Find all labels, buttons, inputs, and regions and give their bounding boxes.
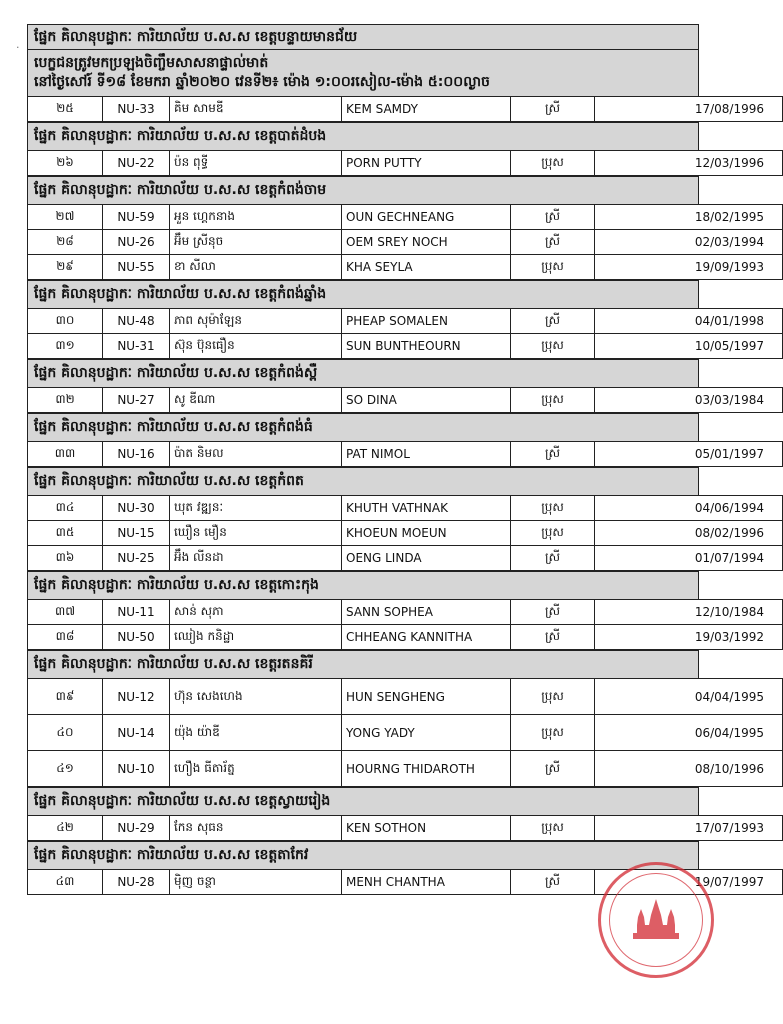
row-number: ៤៣	[28, 870, 103, 895]
date-of-birth: 10/05/1997	[595, 334, 783, 359]
latin-name: HUN SENGHENG	[342, 679, 511, 715]
khmer-name: ហឿង ធីតារ័ត្ន	[170, 751, 342, 787]
date-of-birth: 19/09/1993	[595, 255, 783, 280]
khmer-name: សាន់ សុភា	[170, 600, 342, 625]
candidate-table	[27, 599, 783, 650]
section-header: ផ្នែក គិលានុបដ្ឋាកៈ ការិយាល័យ ប.ស.ស ខេត្តកំពង់ចាម	[27, 176, 699, 204]
official-seal	[598, 862, 714, 978]
latin-name: KHUTH VATHNAK	[342, 496, 511, 521]
candidate-code: NU-29	[103, 816, 170, 841]
khmer-name: ឃុត វឌ្ឍនៈ	[170, 496, 342, 521]
khmer-name: សូ ឌីណា	[170, 388, 342, 413]
khmer-name: អួន ហ្គេកនាង	[170, 205, 342, 230]
candidate-code: NU-30	[103, 496, 170, 521]
gender: ស្រី	[511, 309, 595, 334]
gender: ស្រី	[511, 870, 595, 895]
section-header: ផ្នែក គិលានុបដ្ឋាកៈ ការិយាល័យ ប.ស.ស ខេត្តកំពង់ឆ្នាំង	[27, 280, 699, 308]
section-header: ផ្នែក គិលានុបដ្ឋាកៈ ការិយាល័យ ប.ស.ស ខេត្តស្វាយរៀង	[27, 787, 699, 815]
latin-name: KHOEUN MOEUN	[342, 521, 511, 546]
gender: ស្រី	[511, 625, 595, 650]
khmer-name: គិម សាមឌី	[170, 97, 342, 122]
gender: ប្រុស	[511, 255, 595, 280]
candidate-code: NU-15	[103, 521, 170, 546]
gender: ស្រី	[511, 546, 595, 571]
khmer-name: ប៉ន ពុទ្ធី	[170, 151, 342, 176]
candidate-code: NU-31	[103, 334, 170, 359]
khmer-name: ហ៊ុន សេងហេង	[170, 679, 342, 715]
table-row	[28, 521, 783, 546]
khmer-name: អ៊ឹង លីនដា	[170, 546, 342, 571]
top-section-title: ផ្នែក គិលានុបដ្ឋាកៈ ការិយាល័យ ប.ស.ស ខេត្តបន្ទាយមានជ័យ	[34, 29, 358, 45]
stray-mark: ·	[16, 41, 20, 54]
row-number: ៣៥	[28, 521, 103, 546]
latin-name: PAT NIMOL	[342, 442, 511, 467]
date-of-birth: 02/03/1994	[595, 230, 783, 255]
gender: ស្រី	[511, 205, 595, 230]
gender: ស្រី	[511, 442, 595, 467]
gender: ប្រុស	[511, 334, 595, 359]
table-row	[28, 309, 783, 334]
candidate-code: NU-27	[103, 388, 170, 413]
table-row	[28, 496, 783, 521]
gender: ស្រី	[511, 97, 595, 122]
candidate-code: NU-50	[103, 625, 170, 650]
candidate-code: NU-22	[103, 151, 170, 176]
khmer-name: ឈៀង កនិដ្ឋា	[170, 625, 342, 650]
candidate-code: NU-16	[103, 442, 170, 467]
date-of-birth: 08/02/1996	[595, 521, 783, 546]
gender: ស្រី	[511, 230, 595, 255]
table-row	[28, 230, 783, 255]
candidate-table	[27, 441, 783, 467]
latin-name: PORN PUTTY	[342, 151, 511, 176]
section-header: ផ្នែក គិលានុបដ្ឋាកៈ ការិយាល័យ ប.ស.ស ខេត្តកំពង់ស្ពឺ	[27, 359, 699, 387]
gender: ស្រី	[511, 751, 595, 787]
row-number: ២៩	[28, 255, 103, 280]
latin-name: OEM SREY NOCH	[342, 230, 511, 255]
section-header: ផ្នែក គិលានុបដ្ឋាកៈ ការិយាល័យ ប.ស.ស ខេត្តតាកែវ	[27, 841, 699, 869]
candidate-table	[27, 308, 783, 359]
row-number: ៤០	[28, 715, 103, 751]
date-of-birth: 01/07/1994	[595, 546, 783, 571]
row-number: ៣៦	[28, 546, 103, 571]
table-row	[28, 255, 783, 280]
table-row	[28, 751, 783, 787]
candidate-code: NU-33	[103, 97, 170, 122]
khmer-name: ស៊ុន ប៊ុនធឿន	[170, 334, 342, 359]
table-row	[28, 715, 783, 751]
row-number: ៣៣	[28, 442, 103, 467]
row-number: ៣៧	[28, 600, 103, 625]
section-header: ផ្នែក គិលានុបដ្ឋាកៈ ការិយាល័យ ប.ស.ស ខេត្តរតនគិរី	[27, 650, 699, 678]
row-number: ២៧	[28, 205, 103, 230]
row-number: ៣៨	[28, 625, 103, 650]
table-row	[28, 205, 783, 230]
row-number: ២៦	[28, 151, 103, 176]
date-of-birth: 12/10/1984	[595, 600, 783, 625]
latin-name: HOURNG THIDAROTH	[342, 751, 511, 787]
angkor-temple-icon	[627, 895, 685, 945]
gender: ប្រុស	[511, 521, 595, 546]
exam-notice-line1: បេក្ខជនត្រូវមកប្រឡងចិញ្ចឹមសាសនាផ្ទាល់មាត់	[34, 55, 269, 71]
khmer-name: យ៉ុង យ៉ាឌី	[170, 715, 342, 751]
khmer-name: អ៊ឹម ស្រីនុច	[170, 230, 342, 255]
latin-name: MENH CHANTHA	[342, 870, 511, 895]
candidate-code: NU-48	[103, 309, 170, 334]
khmer-name: ម៉ិញ ចន្ថា	[170, 870, 342, 895]
date-of-birth: 03/03/1984	[595, 388, 783, 413]
latin-name: SUN BUNTHEOURN	[342, 334, 511, 359]
latin-name: KEM SAMDY	[342, 97, 511, 122]
section-header: ផ្នែក គិលានុបដ្ឋាកៈ ការិយាល័យ ប.ស.ស ខេត្តកំពង់ធំ	[27, 413, 699, 441]
latin-name: SO DINA	[342, 388, 511, 413]
candidate-code: NU-26	[103, 230, 170, 255]
section-header: ផ្នែក គិលានុបដ្ឋាកៈ ការិយាល័យ ប.ស.ស ខេត្តកោះកុង	[27, 571, 699, 599]
date-of-birth: 04/01/1998	[595, 309, 783, 334]
candidate-table	[27, 387, 783, 413]
candidate-code: NU-12	[103, 679, 170, 715]
row-number: ៣៤	[28, 496, 103, 521]
row-number: ៤២	[28, 816, 103, 841]
exam-notice-line2: នៅថ្ងៃសៅរ៍ ទី១៨ ខែមករា ឆ្នាំ២០២០ វេនទី២៖ ម៉ោង ១:០០រសៀល-ម៉ោង ៥:០០ល្ងាច	[34, 74, 490, 90]
date-of-birth: 17/08/1996	[595, 97, 783, 122]
date-of-birth: 17/07/1993	[595, 816, 783, 841]
khmer-name: កែន សុធន	[170, 816, 342, 841]
table-row	[28, 600, 783, 625]
latin-name: PHEAP SOMALEN	[342, 309, 511, 334]
gender: ស្រី	[511, 600, 595, 625]
gender: ប្រុស	[511, 388, 595, 413]
gender: ប្រុស	[511, 151, 595, 176]
candidate-table	[27, 495, 783, 571]
table-row	[28, 816, 783, 841]
table-row	[28, 151, 783, 176]
latin-name: OUN GECHNEANG	[342, 205, 511, 230]
row-number: ៣០	[28, 309, 103, 334]
candidate-code: NU-10	[103, 751, 170, 787]
candidate-table	[27, 678, 783, 787]
candidate-table	[27, 815, 783, 841]
candidate-code: NU-28	[103, 870, 170, 895]
date-of-birth: 19/03/1992	[595, 625, 783, 650]
gender: ប្រុស	[511, 715, 595, 751]
row-number: ៣២	[28, 388, 103, 413]
gender: ប្រុស	[511, 816, 595, 841]
date-of-birth: 06/04/1995	[595, 715, 783, 751]
table-row	[28, 388, 783, 413]
row-number: ៣១	[28, 334, 103, 359]
candidate-code: NU-59	[103, 205, 170, 230]
date-of-birth: 19/07/1997	[595, 870, 783, 895]
table-row	[28, 334, 783, 359]
gender: ប្រុស	[511, 496, 595, 521]
table-row	[28, 625, 783, 650]
latin-name: CHHEANG KANNITHA	[342, 625, 511, 650]
top-section-header	[27, 24, 699, 49]
section-header: ផ្នែក គិលានុបដ្ឋាកៈ ការិយាល័យ ប.ស.ស ខេត្តបាត់ដំបង	[27, 122, 699, 150]
khmer-name: ខា សីលា	[170, 255, 342, 280]
date-of-birth: 05/01/1997	[595, 442, 783, 467]
candidate-code: NU-11	[103, 600, 170, 625]
candidate-table	[27, 150, 783, 176]
exam-schedule-notice	[27, 49, 699, 96]
date-of-birth: 04/06/1994	[595, 496, 783, 521]
section-header: ផ្នែក គិលានុបដ្ឋាកៈ ការិយាល័យ ប.ស.ស ខេត្តកំពត	[27, 467, 699, 495]
latin-name: KHA SEYLA	[342, 255, 511, 280]
table-row	[28, 97, 783, 122]
date-of-birth: 18/02/1995	[595, 205, 783, 230]
date-of-birth: 12/03/1996	[595, 151, 783, 176]
table-row	[28, 679, 783, 715]
row-number: ២៥	[28, 97, 103, 122]
candidate-list-document	[27, 24, 764, 895]
latin-name: OENG LINDA	[342, 546, 511, 571]
gender: ប្រុស	[511, 679, 595, 715]
row-number: ៣៩	[28, 679, 103, 715]
candidate-code: NU-55	[103, 255, 170, 280]
candidate-code: NU-14	[103, 715, 170, 751]
khmer-name: ភាព សុម៉ាឡែន	[170, 309, 342, 334]
date-of-birth: 08/10/1996	[595, 751, 783, 787]
date-of-birth: 04/04/1995	[595, 679, 783, 715]
row-number: ៤១	[28, 751, 103, 787]
table-row	[28, 546, 783, 571]
sections-container	[27, 96, 764, 895]
candidate-table	[27, 96, 783, 122]
latin-name: KEN SOTHON	[342, 816, 511, 841]
table-row	[28, 442, 783, 467]
row-number: ២៨	[28, 230, 103, 255]
candidate-table	[27, 204, 783, 280]
khmer-name: ឃឿន មឿន	[170, 521, 342, 546]
latin-name: YONG YADY	[342, 715, 511, 751]
khmer-name: ប៉ាត និមល	[170, 442, 342, 467]
candidate-code: NU-25	[103, 546, 170, 571]
latin-name: SANN SOPHEA	[342, 600, 511, 625]
